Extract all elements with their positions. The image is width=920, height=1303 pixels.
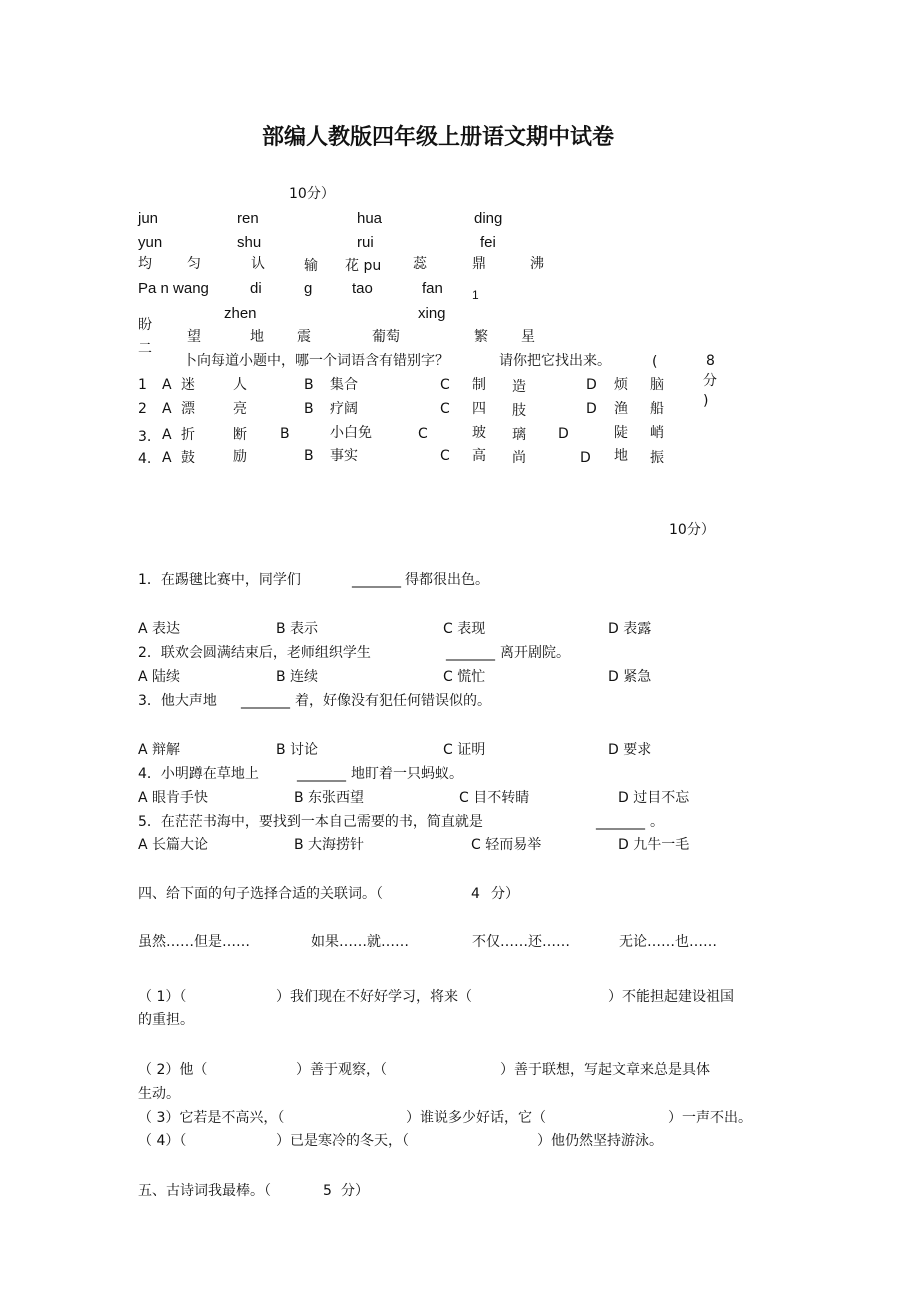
section2-score: ) xyxy=(703,393,709,409)
pinyin: ding xyxy=(474,210,503,227)
choice[interactable]: C 目不转睛 xyxy=(459,790,530,806)
sentence-part: （ 3）它若是不高兴，（ xyxy=(138,1110,285,1126)
section3-score: 10分） xyxy=(669,522,715,538)
choice[interactable]: C 表现 xyxy=(443,621,486,637)
answer-blank[interactable]: _______ xyxy=(241,693,290,709)
option-text: 璃 xyxy=(512,427,526,443)
option-letter: B xyxy=(304,448,314,464)
pinyin: di xyxy=(250,280,262,297)
option-text: 小白免 xyxy=(330,425,372,441)
option-text: 峭 xyxy=(650,425,664,441)
sentence-part: 生动。 xyxy=(138,1086,180,1102)
sentence-part: （ 4）（ xyxy=(138,1133,187,1149)
hanzi: 花 pu xyxy=(345,258,382,274)
footnote-number: 1 xyxy=(472,288,479,302)
option-text: 船 xyxy=(650,401,664,417)
choice[interactable]: D 紧急 xyxy=(608,669,652,685)
connective-option: 如果……就…… xyxy=(311,934,409,950)
option-letter: A xyxy=(162,450,172,466)
section2-score: 分 xyxy=(703,373,717,389)
option-text: 迷 xyxy=(181,377,195,393)
pinyin: yun xyxy=(138,234,163,251)
option-text: 脑 xyxy=(650,377,664,393)
section4-score: 4 xyxy=(471,886,480,902)
page-title: 部编人教版四年级上册语文期中试卷 xyxy=(262,125,615,150)
question-tail: 离开剧院。 xyxy=(500,645,570,661)
choice[interactable]: A 眼肯手快 xyxy=(138,790,209,806)
sentence-part: ）善于观察，（ xyxy=(296,1062,387,1078)
question-stem: 2．联欢会圆满结束后，老师组织学生 xyxy=(138,645,371,661)
pinyin: fei xyxy=(480,234,496,251)
option-text: 造 xyxy=(512,379,526,395)
option-text: 肢 xyxy=(512,403,526,419)
hanzi: 匀 xyxy=(187,256,201,272)
option-text: 亮 xyxy=(233,401,247,417)
option-letter: A xyxy=(162,401,172,417)
hanzi: 繁 xyxy=(474,329,488,345)
pinyin: g xyxy=(304,280,313,297)
option-letter: A xyxy=(162,377,172,393)
option-letter: D xyxy=(586,401,597,417)
section4-score: 分） xyxy=(491,886,519,902)
hanzi: 沸 xyxy=(530,256,544,272)
sentence-part: （ 1）（ xyxy=(138,989,187,1005)
choice[interactable]: B 表示 xyxy=(276,621,319,637)
question-stem: 1．在踢毽比赛中，同学们 xyxy=(138,572,301,588)
option-text: 振 xyxy=(650,450,664,466)
question-stem: 4．小明蹲在草地上 xyxy=(138,766,259,782)
section2-score: 8 xyxy=(706,353,715,369)
hanzi: 震 xyxy=(297,329,311,345)
option-text: 高 xyxy=(472,448,486,464)
answer-blank[interactable]: _______ xyxy=(596,814,645,830)
choice[interactable]: C 证明 xyxy=(443,742,486,758)
hanzi: 蕊 xyxy=(413,256,427,272)
hanzi: 葡萄 xyxy=(372,329,400,345)
connective-option: 无论……也…… xyxy=(619,934,717,950)
option-text: 玻 xyxy=(472,425,486,441)
item-number: 2 xyxy=(138,401,147,417)
option-text: 烦 xyxy=(614,377,628,393)
hanzi: 输 xyxy=(304,258,318,274)
option-text: 疗阔 xyxy=(330,401,358,417)
section5-score: 分） xyxy=(341,1183,369,1199)
connective-option: 虽然……但是…… xyxy=(138,934,250,950)
option-text: 尚 xyxy=(512,450,526,466)
section1-score: 10分） xyxy=(289,186,335,202)
choice[interactable]: D 过目不忘 xyxy=(618,790,690,806)
option-text: 制 xyxy=(472,377,486,393)
section2-instruction: 请你把它找出来。 xyxy=(499,353,611,369)
option-letter: C xyxy=(440,448,450,464)
section2-score: ( xyxy=(652,354,658,370)
sentence-part: （ 2）他（ xyxy=(138,1062,208,1078)
option-letter: B xyxy=(304,401,314,417)
option-text: 集合 xyxy=(330,377,358,393)
option-text: 漂 xyxy=(181,401,195,417)
option-text: 鼓 xyxy=(181,450,195,466)
option-letter: C xyxy=(440,377,450,393)
question-tail: 。 xyxy=(650,814,664,830)
connective-option: 不仅……还…… xyxy=(472,934,570,950)
item-number: 3. xyxy=(138,429,152,445)
hanzi: 认 xyxy=(251,256,265,272)
choice[interactable]: D 表露 xyxy=(608,621,652,637)
option-letter: B xyxy=(280,426,290,442)
option-text: 陡 xyxy=(614,425,628,441)
option-letter: D xyxy=(558,426,569,442)
choice[interactable]: A 陆续 xyxy=(138,669,181,685)
question-stem: 3．他大声地 xyxy=(138,693,217,709)
answer-blank[interactable]: _______ xyxy=(446,645,495,661)
hanzi: 鼎 xyxy=(472,256,486,272)
sentence-part: ）不能担起建设祖国 xyxy=(608,989,734,1005)
hanzi: 望 xyxy=(187,329,201,345)
pinyin: rui xyxy=(357,234,374,251)
sentence-part: ）谁说多少好话，它（ xyxy=(406,1110,546,1126)
choice[interactable]: D 九牛一毛 xyxy=(618,837,690,853)
pinyin: Pa n wang xyxy=(138,280,209,297)
sentence-part: ）已是寒冷的冬天，（ xyxy=(276,1133,409,1149)
choice[interactable]: B 连续 xyxy=(276,669,319,685)
sentence-part: ）善于联想，写起文章来总是具体 xyxy=(500,1062,710,1078)
option-text: 人 xyxy=(233,377,247,393)
option-text: 事实 xyxy=(330,448,358,464)
hanzi: 均 xyxy=(138,256,152,272)
choice[interactable]: A 长篇大论 xyxy=(138,837,209,853)
hanzi: 地 xyxy=(250,329,264,345)
question-tail: 地盯着一只蚂蚁。 xyxy=(351,766,463,782)
choice[interactable]: A 辩解 xyxy=(138,742,181,758)
choice[interactable]: B 大海捞针 xyxy=(294,837,365,853)
pinyin: tao xyxy=(352,280,373,297)
option-text: 四 xyxy=(472,401,486,417)
pinyin: shu xyxy=(237,234,262,251)
option-letter: A xyxy=(162,427,172,443)
choice[interactable]: C 轻而易举 xyxy=(471,837,542,853)
option-letter: D xyxy=(586,377,597,393)
choice[interactable]: A 表达 xyxy=(138,621,181,637)
item-number: 4. xyxy=(138,451,152,467)
hanzi: 盼 xyxy=(138,317,152,333)
sentence-part: ）一声不出。 xyxy=(668,1110,752,1126)
option-letter: B xyxy=(304,377,314,393)
answer-blank[interactable]: _______ xyxy=(352,572,401,588)
sentence-part: ）我们现在不好好学习，将来（ xyxy=(276,989,472,1005)
question-stem: 5．在茫茫书海中，要找到一本自己需要的书，简直就是 xyxy=(138,814,483,830)
section5-score: 5 xyxy=(323,1183,332,1199)
option-letter: D xyxy=(580,450,591,466)
option-text: 渔 xyxy=(614,401,628,417)
choice[interactable]: B 讨论 xyxy=(276,742,319,758)
option-text: 折 xyxy=(181,427,195,443)
option-letter: C xyxy=(418,426,428,442)
pinyin: fan xyxy=(422,280,443,297)
choice[interactable]: B 东张西望 xyxy=(294,790,365,806)
pinyin: zhen xyxy=(224,305,257,322)
item-number: 1 xyxy=(138,377,147,393)
sentence-part: 的重担。 xyxy=(138,1012,194,1028)
option-letter: C xyxy=(440,401,450,417)
clipped-pinyin-row xyxy=(0,305,920,322)
pinyin: ren xyxy=(237,210,259,227)
pinyin: xing xyxy=(418,305,446,322)
sentence-part: ）他仍然坚持游泳。 xyxy=(537,1133,663,1149)
section2-instruction: 卜向每道小题中，哪一个词语含有错别字？ xyxy=(183,353,449,369)
option-text: 励 xyxy=(233,449,247,465)
option-text: 断 xyxy=(233,427,247,443)
pinyin: jun xyxy=(138,210,159,227)
question-tail: 得都很出色。 xyxy=(405,572,489,588)
option-text: 地 xyxy=(614,448,628,464)
section5-heading: 五、古诗词我最棒。（ xyxy=(138,1183,271,1199)
choice[interactable]: C 慌忙 xyxy=(443,669,486,685)
section4-heading: 四、给下面的句子选择合适的关联词。（ xyxy=(138,886,383,902)
answer-blank[interactable]: _______ xyxy=(297,766,346,782)
choice[interactable]: D 要求 xyxy=(608,742,652,758)
hanzi: 星 xyxy=(521,329,535,345)
pinyin: hua xyxy=(357,210,383,227)
question-tail: 着，好像没有犯任何错误似的。 xyxy=(295,693,491,709)
section2-marker: 二 xyxy=(138,341,152,357)
